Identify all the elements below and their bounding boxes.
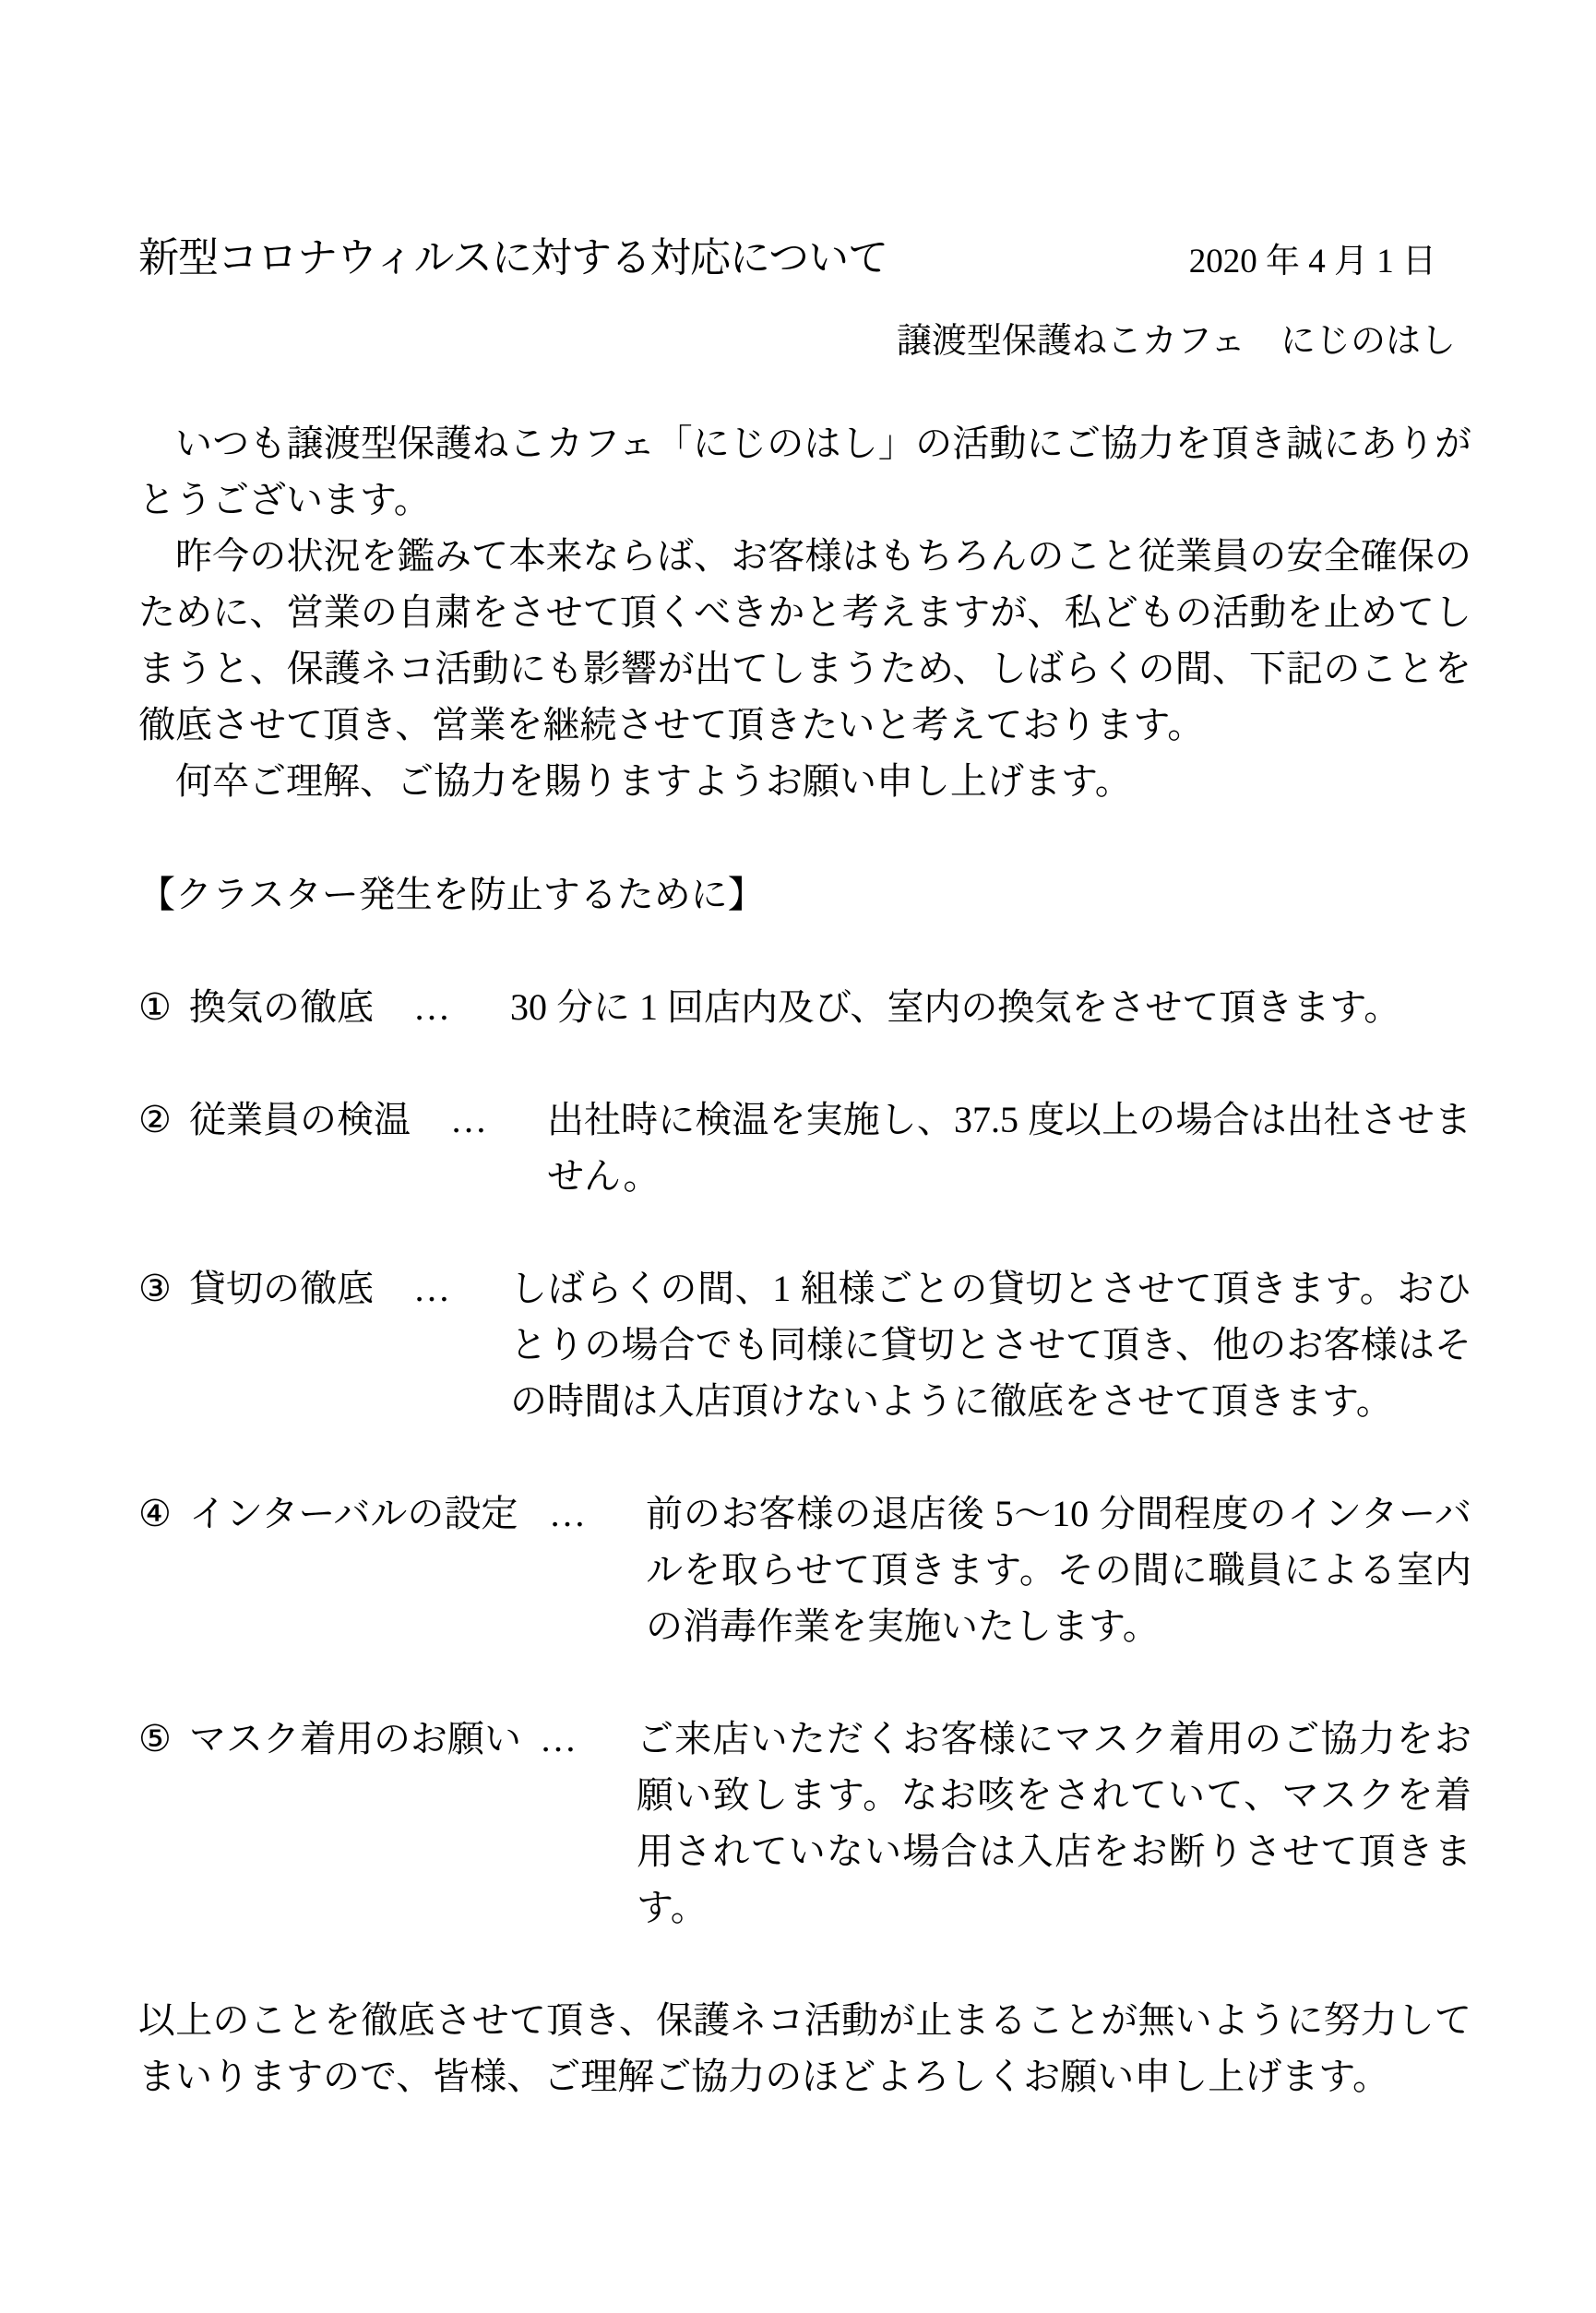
item-number: ① [138,986,172,1028]
intro-paragraph: 昨今の状況を鑑みて本来ならば、お客様はもちろんのこと従業員の安全確保のために、営業の自粛をさせて頂くべきかと考えますが、私どもの活動を止めてしまうと、保護ネコ活動にも影響が出てしまうため、しばらくの間、下記のことを徹底させて頂き、営業を継続させて頂きたいと考えております。 [138,535,1471,745]
item-label: 換気の徹底 [189,986,374,1028]
item-description: 出社時に検温を実施し、37.5 度以上の場合は出社させません。 [547,1099,1471,1197]
list-item-interval [138,1485,1471,1654]
intro-paragraph: 何卒ご理解、ご協力を賜りますようお願い申し上げます。 [175,760,1132,802]
list-item-private-booking [138,1260,1471,1429]
intro-section [138,415,1471,809]
ellipsis-separator: … [540,1718,577,1759]
item-spacer [374,979,413,1035]
intro-paragraph: いつも譲渡型保護ねこカフェ「にじのはし」の活動にご協力を頂き誠にありがとうございます。 [138,423,1471,520]
ellipsis-separator: … [413,986,450,1028]
list-item-head [138,979,510,1035]
document-date: 2020 年 4 月 1 日 [1188,243,1436,280]
list-item-head [138,1091,547,1148]
list-item-head [138,1485,646,1542]
item-spacer [521,1711,540,1767]
document-header [138,232,1471,284]
item-number: ② [138,1099,172,1140]
item-description: 30 分に 1 回店内及び、室内の換気をさせて頂きます。 [510,986,1401,1028]
closing-section [138,1992,1471,2104]
list-item-head [138,1711,637,1767]
item-spacer [374,1260,413,1317]
document-content [138,232,1471,2104]
item-spacer [411,1091,450,1148]
item-label: 従業員の検温 [189,1099,411,1140]
closing-paragraph: 以上のことを徹底させて頂き、保護ネコ活動が止まることが無いように努力してまいりますので、皆様、ご理解ご協力のほどよろしくお願い申し上げます。 [138,1999,1471,2097]
item-description: 前のお客様の退店後 5～10 分間程度のインターバルを取らせて頂きます。その間に職員による室内の消毒作業を実施いたします。 [646,1493,1471,1647]
item-description: しばらくの間、1 組様ごとの貸切とさせて頂きます。おひとりの場合でも同様に貸切とさせて頂き、他のお客様はその時間は入店頂けないように徹底をさせて頂きます。 [510,1268,1471,1422]
ellipsis-separator: … [413,1268,450,1309]
item-description: ご来店いただくお客様にマスク着用のご協力をお願い致します。なお咳をされていて、マスクを着用されていない場合は入店をお断りさせて頂きます。 [637,1718,1471,1928]
item-spacer [518,1485,549,1542]
list-item-ventilation [138,979,1471,1035]
ellipsis-separator: … [450,1099,487,1140]
item-label: インターバルの設定 [189,1493,518,1534]
organization-name: 譲渡型保護ねこカフェ にじのはし [896,322,1456,361]
list-item-temperature-check [138,1091,1471,1204]
page-title: 新型コロナウィルスに対する対応について [138,235,888,280]
item-label: 貸切の徹底 [189,1268,374,1309]
item-number: ④ [138,1493,172,1534]
item-number: ③ [138,1268,172,1309]
list-item-head [138,1260,510,1317]
ellipsis-separator: … [549,1493,586,1534]
item-label: マスク着用のお願い [189,1718,521,1759]
item-number: ⑤ [138,1718,172,1759]
list-item-mask-request [138,1711,1471,1936]
section-heading: 【クラスター発生を防止するために】 [138,874,765,915]
